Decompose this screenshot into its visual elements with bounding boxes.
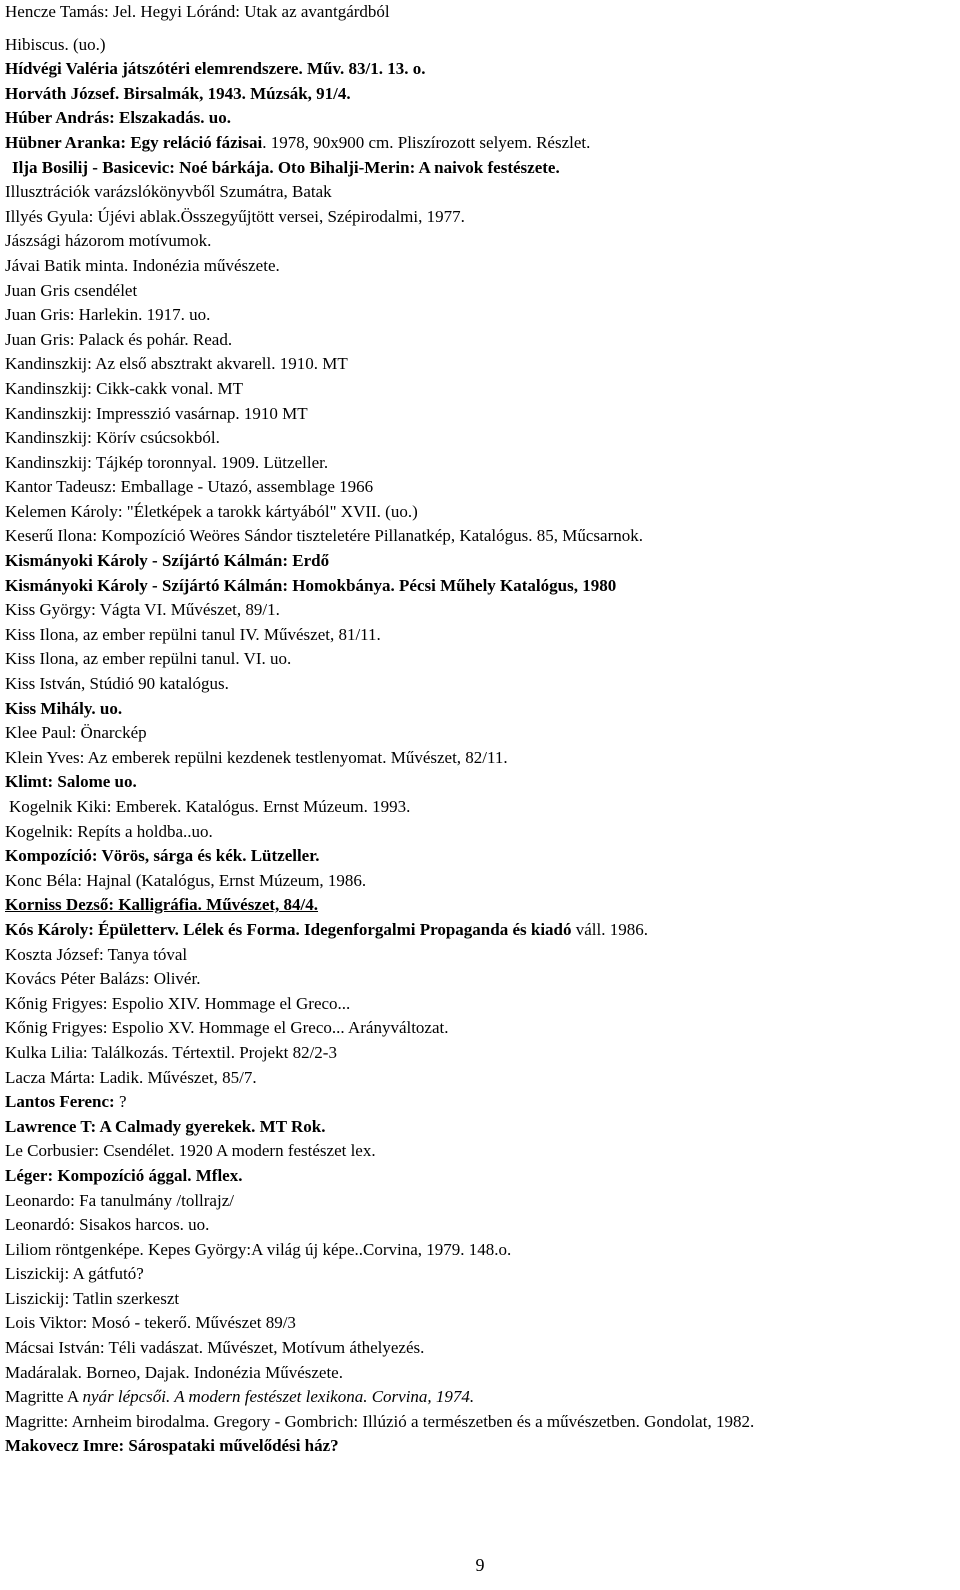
bibliography-entry	[5, 1164, 955, 1189]
bibliography-entry	[5, 549, 955, 574]
entry-text: Kiss György: Vágta VI. Művészet, 89/1.	[5, 600, 280, 620]
bibliography-entry	[5, 1262, 955, 1287]
bibliography-entry	[5, 0, 955, 25]
bibliography-entry	[5, 303, 955, 328]
entry-text: Hídvégi Valéria játszótéri elemrendszere. Műv. 83/1. 13. o.	[5, 59, 426, 79]
bibliography-entry	[5, 475, 955, 500]
entry-text: Kovács Péter Balázs: Olivér.	[5, 969, 201, 989]
entry-text: Kiss Ilona, az ember repülni tanul. VI. uo.	[5, 649, 292, 669]
entry-text: Madáralak. Borneo, Dajak. Indonézia Művészete.	[5, 1362, 343, 1382]
bibliography-entry	[5, 524, 955, 549]
bibliography-entry	[5, 623, 955, 648]
bibliography-entry	[5, 869, 955, 894]
entry-text: Hibiscus. (uo.)	[5, 34, 106, 54]
bibliography-entry	[5, 229, 955, 254]
entry-text: Hübner Aranka: Egy reláció fázisai	[5, 132, 263, 152]
entry-text: Keserű Ilona: Kompozíció Weöres Sándor tiszteletére Pillanatkép, Katalógus. 85, Műcsarnok.	[5, 526, 644, 546]
entry-text: Leonardó: Sisakos harcos. uo.	[5, 1215, 210, 1235]
entry-text: Kőnig Frigyes: Espolio XV. Hommage el Greco... Arányváltozat.	[5, 1018, 449, 1038]
bibliography-entry	[5, 1189, 955, 1214]
entry-text: Klimt: Salome uo.	[5, 772, 137, 792]
entry-text: Illyés Gyula: Újévi ablak.Összegyűjtött versei, Szépirodalmi, 1977.	[5, 206, 465, 226]
entry-text: Kiss Ilona, az ember repülni tanul IV. Művészet, 81/11.	[5, 624, 381, 644]
entry-text: Juan Gris: Palack és pohár. Read.	[5, 329, 233, 349]
entry-text: Magritte: Arnheim birodalma. Gregory - Gombrich: Illúzió a természetben és a művészetben. Gondolat, 1982.	[5, 1411, 755, 1431]
bibliography-entry	[5, 1311, 955, 1336]
bibliography-entry	[5, 844, 955, 869]
entry-text: Kantor Tadeusz: Emballage - Utazó, assemblage 1966	[5, 477, 374, 497]
bibliography-entry	[5, 1336, 955, 1361]
bibliography-entry	[5, 1287, 955, 1312]
entry-text: Liszickij: A gátfutó?	[5, 1264, 144, 1284]
bibliography-entry	[5, 770, 955, 795]
entry-text: Lawrence T: A Calmady gyerekek. MT Rok.	[5, 1116, 326, 1136]
entry-text: Mácsai István: Téli vadászat. Művészet, Motívum áthelyezés.	[5, 1338, 425, 1358]
entry-text: Kelemen Károly: "Életképek a tarokk kártyából" XVII. (uo.)	[5, 501, 418, 521]
entry-text: Liliom röntgenképe. Kepes György:A világ új képe..Corvina, 1979. 148.o.	[5, 1239, 512, 1259]
bibliography-entry	[5, 500, 955, 525]
entry-text: Kandinszkij: Cikk-cakk vonal. MT	[5, 378, 243, 398]
entry-text: Juan Gris csendélet	[5, 280, 138, 300]
bibliography-entry	[5, 279, 955, 304]
entry-text: Kogelnik: Repíts a holdba..uo.	[5, 821, 213, 841]
bibliography-entry	[5, 893, 955, 918]
entry-text: Kismányoki Károly - Szíjártó Kálmán: Erdő	[5, 551, 330, 571]
bibliography-entry	[5, 377, 955, 402]
entry-text: Kulka Lilia: Találkozás. Tértextil. Projekt 82/2-3	[5, 1042, 337, 1062]
bibliography-entry	[5, 992, 955, 1017]
entry-text: Kandinszkij: Impresszió vasárnap. 1910 MT	[5, 403, 308, 423]
bibliography-entry	[5, 1434, 955, 1459]
bibliography-entry	[5, 1016, 955, 1041]
bibliography-entry	[5, 697, 955, 722]
entry-text: ?	[118, 1092, 127, 1112]
bibliography-entry	[5, 1385, 955, 1410]
bibliography-entry	[5, 1115, 955, 1140]
bibliography-entry	[5, 254, 955, 279]
bibliography-entry	[5, 1213, 955, 1238]
entry-text: Húber András: Elszakadás. uo.	[5, 108, 231, 128]
bibliography-entry	[5, 352, 955, 377]
bibliography-entry	[5, 721, 955, 746]
bibliography-entry	[5, 647, 955, 672]
bibliography-entry	[5, 1410, 955, 1435]
page-number: 9	[475, 1555, 485, 1575]
entry-text: váll. 1986.	[571, 919, 648, 939]
bibliography-entry	[5, 402, 955, 427]
entry-text: Ilja Bosilij - Basicevic: Noé bárkája. Oto Bihalji-Merin: A naivok festészete.	[12, 157, 560, 177]
bibliography-entry	[5, 943, 955, 968]
entry-text: Kandinszkij: Körív csúcsokból.	[5, 428, 220, 448]
entry-text: Leonardo: Fa tanulmány /tollrajz/	[5, 1190, 234, 1210]
entry-text: Konc Béla: Hajnal (Katalógus, Ernst Múzeum, 1986.	[5, 870, 367, 890]
bibliography-entry	[5, 746, 955, 771]
bibliography-entry	[5, 33, 955, 58]
entry-text: Kogelnik Kiki: Emberek. Katalógus. Ernst Múzeum. 1993.	[9, 797, 411, 816]
entry-text: Lantos Ferenc:	[5, 1092, 119, 1112]
entry-text: Magritte A	[5, 1387, 83, 1407]
bibliography-entry	[5, 106, 955, 131]
bibliography-entry	[5, 180, 955, 205]
bibliography-entry	[5, 795, 955, 820]
bibliography-entry	[5, 820, 955, 845]
entry-text: Jászsági házorom motívumok.	[5, 231, 212, 251]
entry-text: Kompozíció: Vörös, sárga és kék. Lützeller.	[5, 846, 320, 866]
bibliography-entry	[5, 574, 955, 599]
entry-text: Lois Viktor: Mosó - tekerő. Művészet 89/3	[5, 1313, 296, 1333]
entry-text: Kiss Mihály. uo.	[5, 698, 123, 718]
entry-text: Koszta József: Tanya tóval	[5, 944, 188, 964]
entry-text: . 1978, 90x900 cm. Pliszírozott selyem. Részlet.	[262, 132, 591, 152]
bibliography-entry	[5, 328, 955, 353]
entry-text: Hencze Tamás: Jel. Hegyi Lóránd: Utak az avantgárdból	[5, 2, 390, 21]
bibliography-entry	[5, 156, 955, 181]
entry-text: Kandinszkij: Tájkép toronnyal. 1909. Lützeller.	[5, 452, 329, 472]
bibliography-entry	[5, 1361, 955, 1386]
entry-text: Klein Yves: Az emberek repülni kezdenek testlenyomat. Művészet, 82/11.	[5, 747, 508, 767]
bibliography-entry	[5, 1066, 955, 1091]
bibliography-entry	[5, 918, 955, 943]
entry-text: Kismányoki Károly - Szíjártó Kálmán: Homokbánya. Pécsi Műhely Katalógus, 1980	[5, 575, 617, 595]
entry-text: Léger: Kompozíció ággal. Mflex.	[5, 1165, 243, 1185]
bibliography-entry	[5, 598, 955, 623]
entry-text: Kőnig Frigyes: Espolio XIV. Hommage el Greco...	[5, 993, 351, 1013]
entry-text: Kós Károly: Épületterv. Lélek és Forma. Idegenforgalmi Propaganda és kiadó	[5, 919, 572, 939]
entry-text: nyár lépcsői. A modern festészet lexikona. Corvina, 1974.	[82, 1387, 475, 1407]
entry-text: Korniss Dezső: Kalligráfia. Művészet, 84/4.	[5, 895, 319, 915]
entry-text: Illusztrációk varázslókönyvből Szumátra, Batak	[5, 182, 332, 202]
bibliography-entry	[5, 967, 955, 992]
bibliography-entry	[5, 1139, 955, 1164]
bibliography-entry	[5, 1090, 955, 1115]
entry-text: Jávai Batik minta. Indonézia művészete.	[5, 255, 280, 275]
entry-text: Klee Paul: Önarckép	[5, 723, 147, 743]
entry-text: Kandinszkij: Az első absztrakt akvarell. 1910. MT	[5, 354, 348, 374]
bibliography-entry	[5, 131, 955, 156]
entry-text: Lacza Márta: Ladik. Művészet, 85/7.	[5, 1067, 257, 1087]
bibliography-entry	[5, 57, 955, 82]
document-page	[5, 0, 955, 1459]
entry-text: Kiss István, Stúdió 90 katalógus.	[5, 674, 229, 694]
bibliography-entry	[5, 672, 955, 697]
entry-text: Horváth József. Birsalmák, 1943. Múzsák, 91/4.	[5, 83, 351, 103]
bibliography-entry	[5, 451, 955, 476]
bibliography-entry	[5, 82, 955, 107]
entry-text: Makovecz Imre: Sárospataki művelődési ház?	[5, 1436, 339, 1456]
bibliography-entry	[5, 426, 955, 451]
entry-text: Juan Gris: Harlekin. 1917. uo.	[5, 305, 211, 325]
bibliography-entry	[5, 1041, 955, 1066]
bibliography-entry	[5, 205, 955, 230]
bibliography-entry	[5, 1238, 955, 1263]
entry-text: Liszickij: Tatlin szerkeszt	[5, 1288, 180, 1308]
entry-text: Le Corbusier: Csendélet. 1920 A modern festészet lex.	[5, 1141, 376, 1161]
